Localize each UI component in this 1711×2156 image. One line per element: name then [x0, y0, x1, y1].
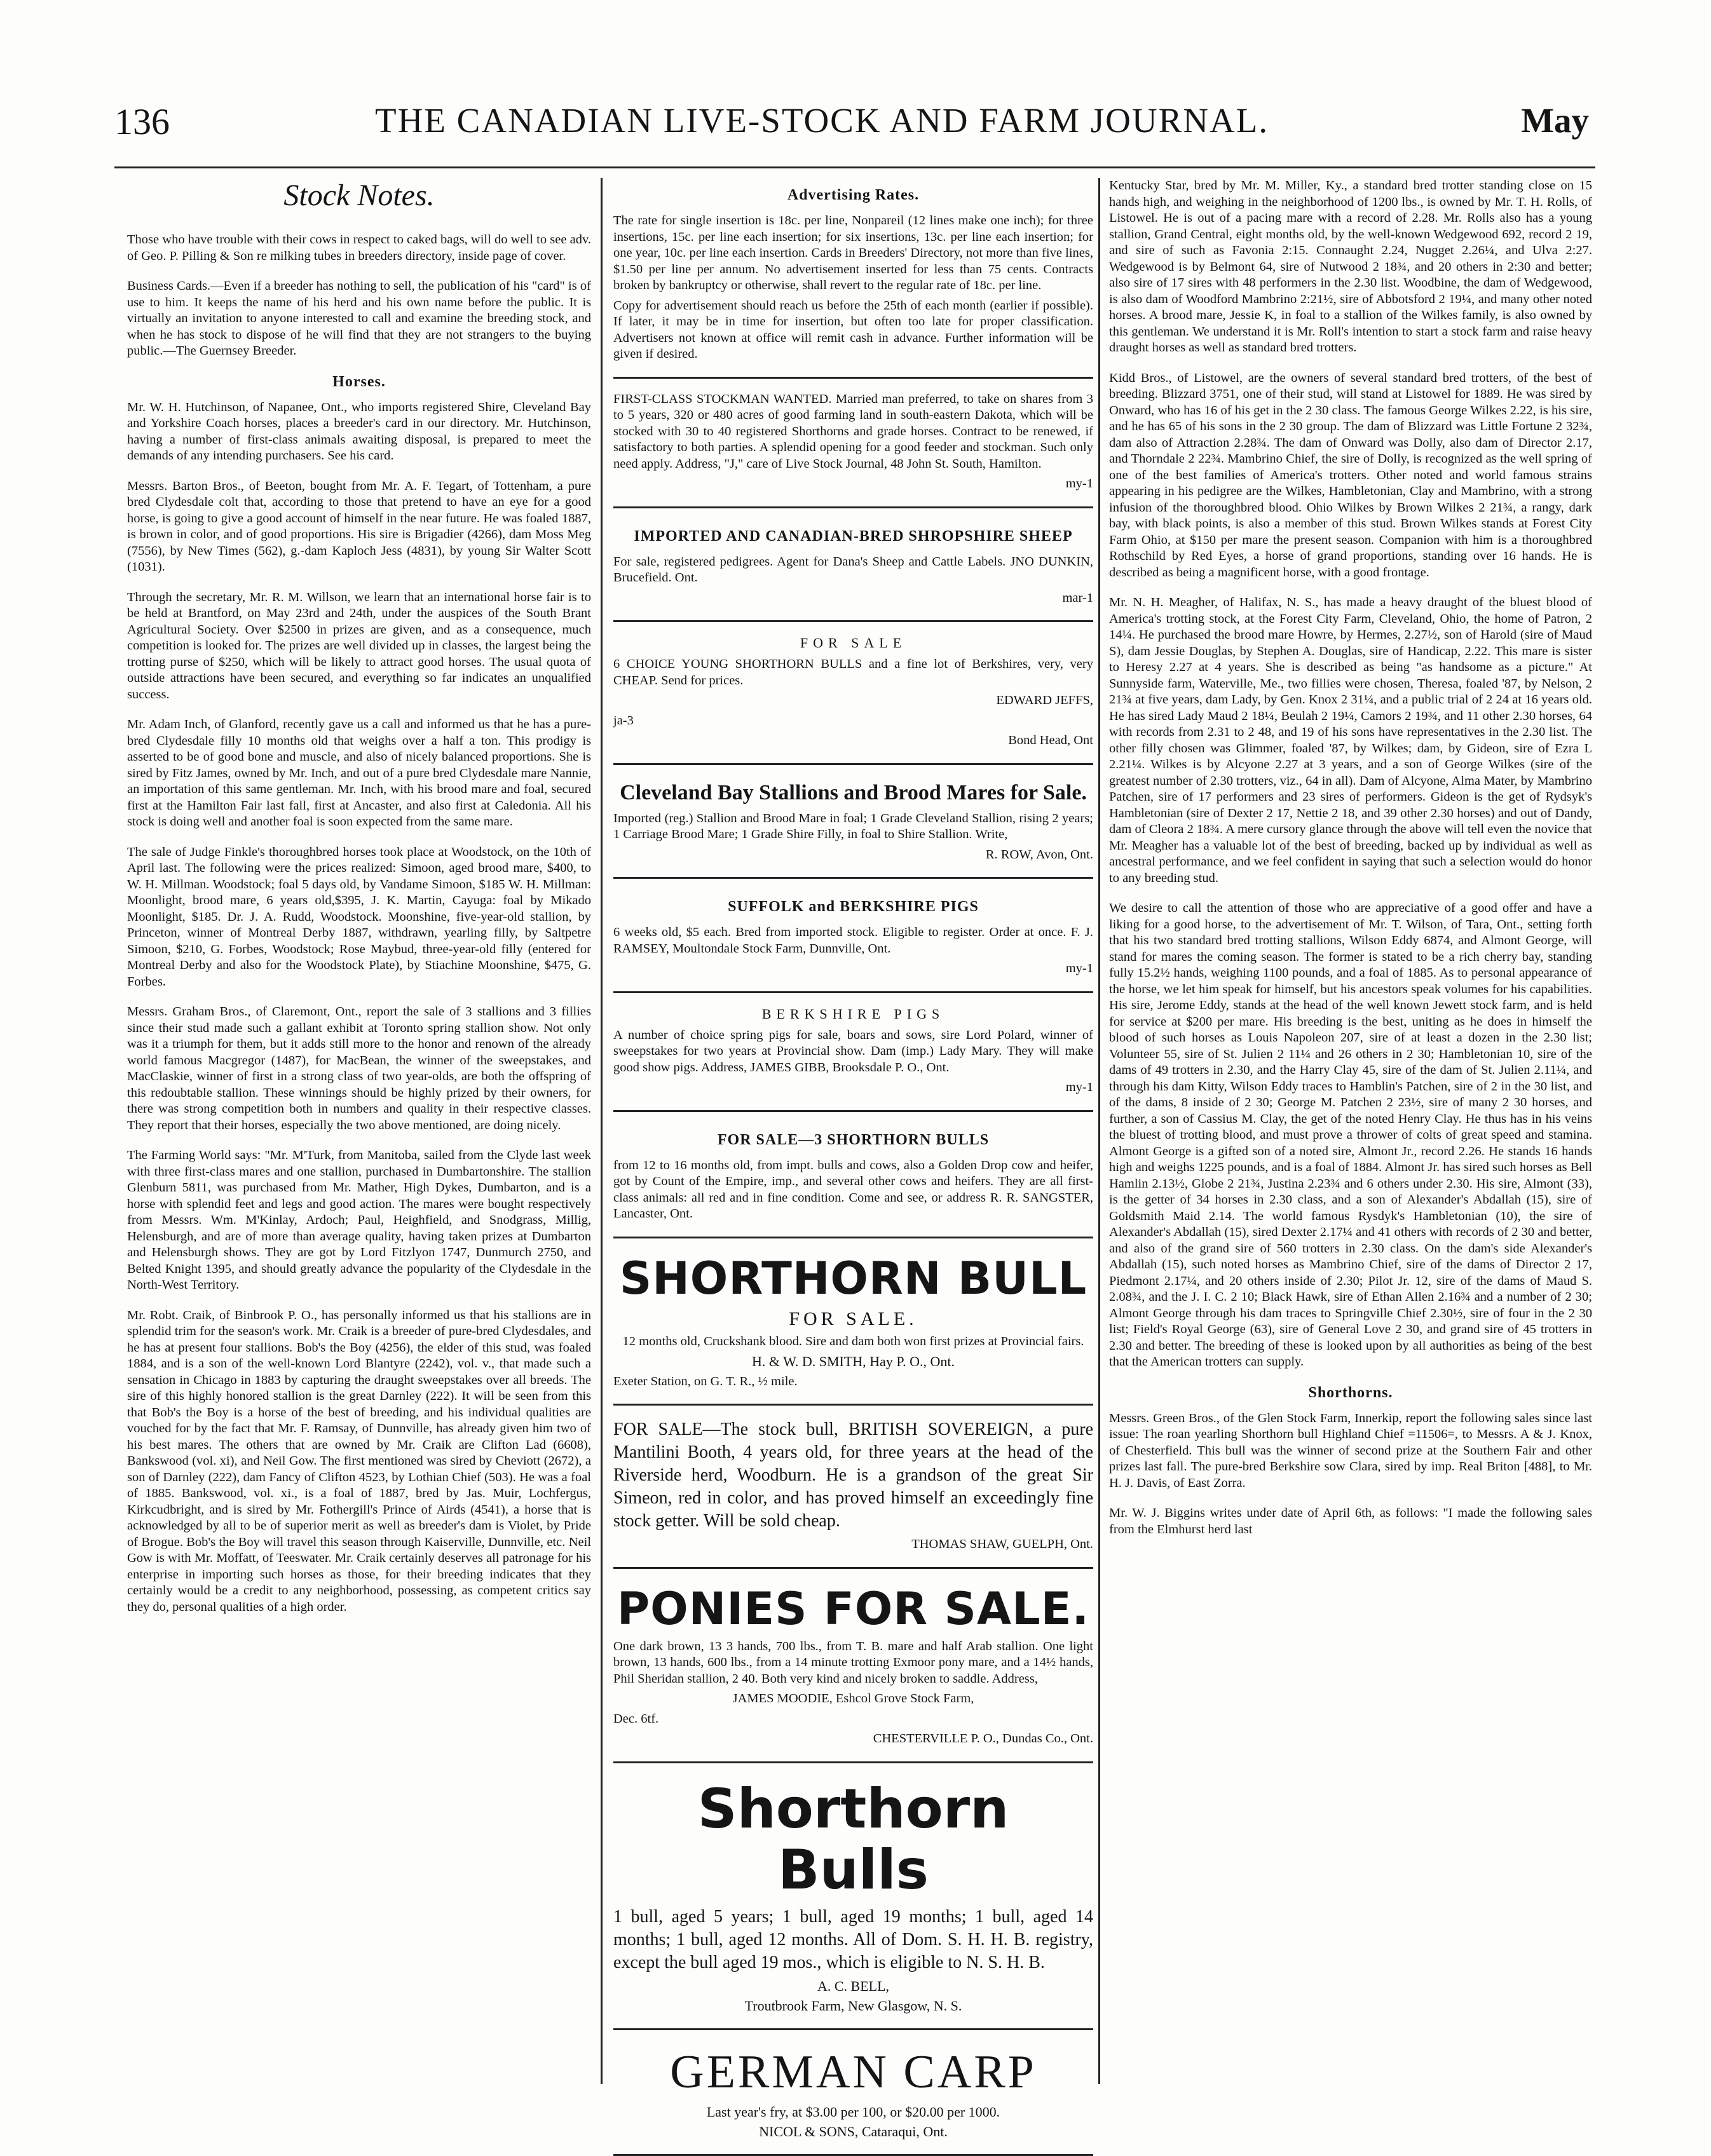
ad-text: Copy for advertisement should reach us before the 25th of each month (earlier if possible). If later, it may be in time for insertion, but often too late for proper classification. Advertisers not known at office will remit cash in advance. Further information will be given if desired. — [613, 298, 1093, 361]
section-heading: Advertising Rates. — [787, 187, 920, 203]
ad-code: mar-1 — [1062, 590, 1093, 605]
article-paragraph: Messrs. Graham Bros., of Claremont, Ont., report the sale of 3 stallions and 3 fillies since their stud made such a gallant exhibit at Toronto spring stallion show. Not only was it a triumph for them, but it adds still more to the honor and renown of the already world famous Macgregor (1487), for MacBean, the winner of the sweepstakes, and MacClaskie, winner of first in a strong class of two year-olds, are both the offspring of this redoubtable stallion. These winnings should be highly prized by their owners, for there was strong competition both in numbers and quality in their respective classes. They report that their horses, especially the two above mentioned, are doing nicely. — [127, 1005, 591, 1132]
section-heading: Horses. — [332, 373, 386, 390]
ad-station: Exeter Station, on G. T. R., ½ mile. — [613, 1374, 798, 1388]
article-paragraph: Messrs. Barton Bros., of Beeton, bought from Mr. A. F. Tegart, of Tottenham, a pure bred Clydesdale colt that, according to those that pretend to have an eye for a good horse, is going to give a good account of himself in the near future. He was foaled 1887, is brown in color, and of good proportions. His sire is Brigadier (4266), dam Moss Meg (7556), by New Times (562), g.-dam Kaploch Jess (4831), by young Sir Walter Scott (1031). — [127, 478, 591, 574]
article-paragraph: We desire to call the attention of those who are appreciative of a good offer and have a liking for a good horse, to the advertisement of Mr. T. Wilson, of Tara, Ont., setting forth that his two standard bred trotting stallions, Wilson Eddy 6874, and Almont George, will stand for mares the coming season. The former is stated to be a rich cherry bay, standing fully 15.2½ hands, weighing 1100 pounds, and a foal of 1885. As to personal appearance of the horse, we let him speak for himself, but his ancestors speak volumes for his capabilities. His sire, Jerome Eddy, stands at the head of the well known Jewett stock farm, and is held for service at $200 per mare. His breeding is the best, uniting as he does in himself the blood of such horses as Louis Napoleon 207, sire of at least a dozen in the 2.30 list; Volunteer 55, sire of St. Julien 2 11¼ and 26 others in 2 30; Hambletonian 10, sire of the dams of 49 trotters in 2.30, and the Harry Clay 45, sire of the dam of St. Julien 2.11¼, and through his dam Kitty, Wilson Eddy traces to Hamblin's Patchen, sire of 2 in the 30 list, and of the dams, 8 inside of 2 30; George M. Patchen 2 23½, sire of many 2 30 horses, and further, a son of Cassius M. Clay, the get of the noted Henry Clay. He thus has in his veins the bluest of trotting blood, and must prove a thrower of colts of great speed and stamina. Almont George is a gifted son of a noted sire, Almont Jr., record 2.26. He stands 16 hands high and weighs 1225 pounds, and is a foal of 1884. Almont Jr. has sired such horses as Bell Hamlin 2.13½, Globe 2 21¾, Justina 2.23¾ and 6 others under 2.30. His sire, Almont (33), is the getter of 34 horses in 2.30 class, and a son of Alexander's Abdallah (15), sire of Goldsmith Maid 2.14. The world famous Rysdyk's Hambletonian (10), the sire of Alexander's Abdallah (15), sired Dexter 2.17¼ and 41 others with records of 2 30 and better, and also of the grand sire of 560 trotters in 2.30 class. On the dam's side Alexander's Abdallah (15), such noted horses as Mambrino Chief, sire of the dams of Director 2 17, Piedmont 2.17¼, and 20 others inside of 2.30; Pilot Jr. 12, sire of the dams of Maud S. 2.08¾, and the J. I. C. 2 10; Black Hawk, sire of Ethan Allen 2.16¾ and a number of 2 30; Almont George through his dam traces to Springville Chief 2.30½, sire of four in the 2 30 list; Field's Royal George (63), sire of General Love 2 30, and grand sire of 45 trotters in 2.30 and better. The breeding of these is looked upon by all authorities as being of the best that the American trotters can supply. — [1109, 901, 1592, 1369]
header-rule — [114, 166, 1595, 168]
advertisements-column — [613, 178, 1093, 2139]
trotters-column — [1109, 178, 1592, 2122]
ad-signature: NICOL & SONS, Cataraqui, Ont. — [759, 2124, 948, 2139]
article-paragraph: The sale of Judge Finkle's thoroughbred horses took place at Woodstock, on the 10th of April last. The following were the prices realized: Simoon, aged brood mare, $400, to W. H. Millman. Woodstock; foal 5 days old, by Vandame Simoon, $185 W. H. Millman: Moonlight, brood mare, 6 years old,$395, J. K. Martin, Cayuga: foal by Mikado Moonlight, $185. Dr. J. A. Rudd, Woodstock. Moonshine, five-year-old stallion, by Princeton, winner of Montreal Derby 1887, withdrawn, yearling filly, by Saltpetre Simoon, $210, G. Forbes, Woodstock; Rose Maybud, three-year-old filly (entered for Montreal Derby and also for the Woodstock Plate), by Stiachine Moonshine, $475, G. Forbes. — [127, 844, 591, 989]
ad-shropshire-sheep — [613, 516, 1093, 623]
ad-signature: JAMES MOODIE, Eshcol Grove Stock Farm, — [732, 1692, 974, 1705]
advertising-rates — [613, 178, 1093, 379]
ad-code: Dec. 6tf. — [613, 1711, 659, 1726]
ad-text: from 12 to 16 months old, from impt. bulls and cows, also a Golden Drop cow and heifer, got by Count of the Empire, imp., and several other cows and heifers. They are all first-class animals: all red and in fine condition. Come and see, or address R. R. SANGSTER, Lancaster, Ont. — [613, 1158, 1093, 1221]
ad-heading: FOR SALE—3 SHORTHORN BULLS — [717, 1131, 990, 1148]
ad-place: CHESTERVILLE P. O., Dundas Co., Ont. — [873, 1732, 1093, 1746]
ad-text: 12 months old, Cruckshank blood. Sire and dam both won first prizes at Provincial fairs. — [622, 1334, 1084, 1348]
article-paragraph: Through the secretary, Mr. R. M. Willson, we learn that an international horse fair is to be held at Brantford, on May 23rd and 24th, under the auspices of the South Brant Agricultural Society. Over $2500 in prizes are given, and as a consequence, much competition is looked for. The prizes are well divided up in classes, the largest being the trotting purse of $250, which will be likely to attract good horses. The usual quota of outside attractions have been secured, and everything so far indicates an unqualified success. — [127, 590, 591, 702]
ad-text: 6 CHOICE YOUNG SHORTHORN BULLS and a fine lot of Berkshires, very, very CHEAP. Send for prices. — [613, 657, 1093, 688]
article-paragraph: Mr. W. H. Hutchinson, of Napanee, Ont., who imports registered Shire, Cleveland Bay and Yorkshire Coach horses, places a breeder's card in our directory. Mr. Hutchinson, having a number of first-class animals awaiting disposal, is prepared to meet the demands of any intending purchasers. See his card. — [127, 400, 591, 463]
ad-place: Bond Head, Ont — [1008, 733, 1093, 747]
ad-text: 6 weeks old, $5 each. Bred from imported stock. Eligible to register. Order at once. F. J. RAMSEY, Moultondale Stock Farm, Dunnville, Ont. — [613, 925, 1093, 956]
ad-text: One dark brown, 13 3 hands, 700 lbs., from T. B. mare and half Arab stallion. One light brown, 13 hands, 600 lbs., from a 14 minute trotting Exmoor pony mare, and a 14½ hands, Phil Sheridan stallion, 2 40. Both very kind and nicely broken to saddle. Address, — [613, 1639, 1093, 1686]
article-paragraph: Mr. W. J. Biggins writes under date of April 6th, as follows: "I made the following sales from the Elmhurst herd last — [1109, 1506, 1592, 1536]
ad-heading: Shorthorn Bulls — [697, 1777, 1009, 1902]
article-paragraph: Those who have trouble with their cows in respect to caked bags, will do well to see adv. of Geo. P. Pilling & Son re milking tubes in breeders directory, inside page of cover. — [127, 233, 591, 263]
column-divider — [601, 178, 603, 2084]
ad-three-shorthorn-bulls — [613, 1120, 1093, 1238]
ad-signature: H. & W. D. SMITH, Hay P. O., Ont. — [751, 1353, 955, 1369]
ad-code: my-1 — [1065, 477, 1093, 491]
ad-signature: A. C. BELL, — [817, 1977, 890, 1994]
ad-ponies — [613, 1576, 1093, 1763]
section-heading: Shorthorns. — [1308, 1384, 1393, 1401]
ad-heading: PONIES FOR SALE. — [617, 1582, 1090, 1635]
column-divider — [1098, 178, 1100, 2084]
ad-heading: IMPORTED AND CANADIAN-BRED SHROPSHIRE SHEEP — [634, 527, 1073, 545]
ad-subheading: FOR SALE. — [789, 1308, 918, 1329]
ad-heading: SUFFOLK and BERKSHIRE PIGS — [728, 898, 979, 915]
ad-signature: EDWARD JEFFS, — [996, 693, 1093, 707]
article-paragraph: Kentucky Star, bred by Mr. M. Miller, Ky., a standard bred trotter standing close on 15 hands high, and weighing in the neighborhood of 1200 lbs., is owned by Mr. T. H. Rolls, of Listowel. He is out of a pacing mare with a record of 2.28. Mr. Rolls also has a young stallion, Grand Central, eight months old, by the well-known Wedgewood 692, record 2 19, and sire of such as Favonia 2:15. Connaught 2.24, Nugget 2.26¼, and Ulva 2:27. Wedgewood is by Belmont 64, sire of Nutwood 2 18¾, and 20 others in 2:30 and better; also sire of 17 sires with 48 performers in the 2.30 list. Woodbine, the dam of Wedgewood, is also dam of Woodford Mambrino 2:21½, sire of Abbotsford 2 19¼, and many other noted horses. A brood mare, Jessie K, in foal to a stallion of the Wilkes family, is also owned by this gentleman. We understand it is Mr. Roll's intention to start a stock farm and raise heavy draught horses as well as standard bred trotters. — [1109, 179, 1592, 355]
page-header — [114, 95, 1589, 153]
ad-heading: GERMAN CARP — [670, 2045, 1037, 2098]
ad-text: Last year's fry, at $3.00 per 100, or $20.00 per 1000. — [706, 2103, 1000, 2120]
ad-text: 1 bull, aged 5 years; 1 bull, aged 19 months; 1 bull, aged 14 months; 1 bull, aged 12 months. All of Dom. S. H. H. B. registry, except the bull aged 19 mos., which is eligible to N. S. H. B. — [613, 1906, 1093, 1972]
ad-signature: THOMAS SHAW, GUELPH, Ont. — [911, 1537, 1093, 1551]
ad-german-carp — [613, 2038, 1093, 2156]
ad-stockman-wanted — [613, 386, 1093, 508]
article-paragraph: Mr. Adam Inch, of Glanford, recently gave us a call and informed us that he has a pure-bred Clydesdale filly 10 months old that weighs over a half a ton. This prodigy is asserted to be of good bone and muscle, and also of nicely balanced proportions. She is sired by Fitz James, owned by Mr. Inch, and out of a pure bred Clydesdale mare Nannie, an importation of this same gentleman. Mr. Inch, with his brood mare and foal, secured first at the Hamilton Fair last fall, first at Ancaster, and also first at Caledonia. All his stock is doing well and another foal is soon expected from the same mare. — [127, 717, 591, 829]
ad-heading: FOR SALE — [800, 635, 907, 651]
article-paragraph: Mr. N. H. Meagher, of Halifax, N. S., has made a heavy draught of the bluest blood of America's trotting stock, at the Forest City Farm, Cleveland, Ohio, the home of Patron, 2 14¼. He purchased the brood mare Howre, by Hermes, 2.27½, son of Harold (sire of Maud S), dam Jessie Douglas, by Stephen A. Douglas, sire of Handicap, 2.22. This mare is sister to Heresy 2.27 at 4 years. She is described as being "as handsome as a picture." At Sunnyside farm, Waterville, Me., two fillies were chosen, Theresa, foaled '87, by Nelson, 2 21¾ at five years, dam Lady, by Gen. Knox 2 31¼, and a public trial of 2 24 at 16 years old. He has sired Lady Maud 2 18¼, Beulah 2 19¼, Camors 2 19¾, and 11 other 2.30 horses, 64 with records from 2.31 to 2 48, and 19 of his sons have representatives in the 2.30 list. The other filly chosen was Glimmer, foaled '87, by Wilkes; dam, by Gideon, sire of Ezra L 2.21¼. Wilkes is by Alcyone 2.27 at 3 years, and a son of George Wilkes (sire of the greatest number of 2.30 trotters, viz., 64 in all). Dam of Alcyone, Alma Mater, by Mambrino Patchen, sire of 17 performers and 23 sires of performers. Gideon is the get of Rydsyk's Hambletonian (sire of Dexter 2 17, Nettie 2 18, and 39 other 2.30 horses) and out of Dandy, dam of Cleora 2 18¾. A mere cursory glance through the above will tell even the novice that Mr. Meagher has a valuable lot of the best of breeding, backed up by individual as well as ancestral performance, and we feel confident in saying that such a selection would do honor to any breeding stud. — [1109, 595, 1592, 885]
page-number: 136 — [114, 101, 170, 142]
ad-code: my-1 — [1065, 1080, 1093, 1094]
ad-signature: R. ROW, Avon, Ont. — [985, 847, 1093, 862]
article-paragraph: Business Cards.—Even if a breeder has nothing to sell, the publication of his "card" is of use to him. It keeps the name of his herd and his own name before the public. It is virtually an invitation to anyone interested to call and examine the breeding stock, and when he has stock to dispose of he will find that they are not strangers to the buying public.—The Guernsey Breeder. — [127, 279, 591, 358]
ad-place: Troutbrook Farm, New Glasgow, N. S. — [744, 1998, 962, 2014]
ad-code: my-1 — [1065, 961, 1093, 975]
ad-heading: SHORTHORN BULL — [619, 1252, 1087, 1305]
ad-shorthorn-bull — [613, 1246, 1093, 1406]
ad-text: FOR SALE—The stock bull, BRITISH SOVEREIGN, a pure Mantilini Booth, 4 years old, for three years at the head of the Riverside herd, Woodburn. He is a grandson of the great Sir Simeon, red in color, and has proved himself an exceedingly fine stock getter. Will be sold cheap. — [613, 1420, 1093, 1531]
ad-text: For sale, registered pedigrees. Agent for Dana's Sheep and Cattle Labels. JNO DUNKIN, Brucefield. Ont. — [613, 554, 1093, 585]
stock-notes-column — [127, 178, 591, 2071]
article-paragraph: Kidd Bros., of Listowel, are the owners of several standard bred trotters, of the best of breeding. Blizzard 3751, one of their stud, will stand at Listowel for 1889. He was sired by Onward, who has 16 of his get in the 2 30 class. The famous George Wilkes 2.22, is his sire, and he has 65 of his sons in the 2 30 group. The dam of Blizzard was Little Fortune 2 32¾, dam also of Attraction 2.28¾. The dam of Onward was Dolly, also dam of Director 2.17, and Thorndale 2 22¾. Mambrino Chief, the sire of Dolly, is recognized as the well spring of one of the best families of America's trotters. Other noted and world famous strains appearing in his pedigree are the Wilkes, Hambletonian, Clay and Mambrino, with a strong infusion of the thoroughbred blood. Ohio Wilkes by Brown Wilkes 2 21¾, a rangy, dark bay, with black points, is also a member of this stud. Brown Wilkes stands at Forest City Farm Ohio, at $150 per mare the present season. Companion with him is a thoroughbred Rothschild by Red Eyes, a horse of grand proportions, standing over 16 hands. He is described as being a magnificent horse, with a good frontage. — [1109, 370, 1592, 580]
article-paragraph: The Farming World says: "Mr. M'Turk, from Manitoba, sailed from the Clyde last week with three first-class mares and one stallion, purchased in Dumbartonshire. The stallion Glenburn 5811, was purchased from Mr. Mather, High Dykes, Dumbarton, and is a horse with splendid feet and legs and good action. The mares were bought respectively from Messrs. Wm. M'Kinlay, Ardoch; Paul, Heighfield, and Snodgrass, Millig, Helensburgh, and are of more than average quality, having taken prizes at Dumbarton and Helensburgh shows. They are got by Lord Fitzlyon 1747, Dunmurch 2750, and Belted Knight 1395, and should greatly advance the popularity of the Clydesdale in the North-West Territory. — [127, 1148, 591, 1292]
ad-suffolk-pigs — [613, 886, 1093, 993]
ad-heading: Cleveland Bay Stallions and Brood Mares for Sale. — [620, 780, 1087, 804]
ad-heading: BERKSHIRE PIGS — [761, 1005, 945, 1022]
ad-text: FIRST-CLASS STOCKMAN WANTED. Married man preferred, to take on shares from 3 to 5 years, 320 or 480 acres of good farming land in south-eastern Dakota, which will be stocked with 30 to 40 registered Shorthorns and grade horses. Contract to be renewed, if satisfactory to both parties. A splendid opening for a good feeder and stockman. Such only need apply. Address, "J," care of Live Stock Journal, 48 John St. South, Hamilton. — [613, 391, 1093, 471]
ad-code: ja-3 — [613, 713, 634, 728]
ad-british-sovereign — [613, 1413, 1093, 1569]
ad-text: A number of choice spring pigs for sale, boars and sows, sire Lord Polard, winner of sweepstakes for two years at Provincial show. Dam (imp.) Lady Mary. They will make good show pigs. Address, JAMES GIBB, Brooksdale P. O., Ont. — [613, 1027, 1093, 1075]
article-paragraph: Messrs. Green Bros., of the Glen Stock Farm, Innerkip, report the following sales since last issue: The roan yearling Shorthorn bull Highland Chief =11506=, to Messrs. A & J. Knox, of Chesterfield. This bull was the winner of second prize at the Southern Fair and other prizes last fall. The pure-bred Berkshire sow Clara, sired by imp. Real Briton [488], to Mr. H. J. Davis, of East Zorra. — [1109, 1411, 1592, 1490]
ad-cleveland-bay — [613, 773, 1093, 879]
ad-text: The rate for single insertion is 18c. per line, Nonpareil (12 lines make one inch); for three insertions, 15c. per line each insertion; for six insertions, 13c. per line each insertion; for one year, 10c. per line each insertion. Cards in Breeders' Directory, not more than five lines, $1.50 per line per annum. No advertisement inserted for less than 75 cents. Contracts broken by bankruptcy or otherwise, shall revert to the regular rate of 18c. per line. — [613, 214, 1093, 292]
section-title: Stock Notes. — [283, 179, 435, 212]
issue-month: May — [1521, 101, 1589, 140]
ad-young-shorthorns — [613, 630, 1093, 765]
ad-shorthorn-bulls — [613, 1771, 1093, 2030]
ad-text: Imported (reg.) Stallion and Brood Mare in foal; 1 Grade Cleveland Stallion, rising 2 years; 1 Carriage Brood Mare; 1 Grade Shire Filly, in foal to Shire Stallion. Write, — [613, 811, 1093, 841]
journal-title: THE CANADIAN LIVE-STOCK AND FARM JOURNAL. — [375, 101, 1269, 140]
ad-berkshire-pigs — [613, 1001, 1093, 1112]
article-paragraph: Mr. Robt. Craik, of Binbrook P. O., has personally informed us that his stallions are in splendid trim for the season's work. Mr. Craik is a breeder of pure-bred Clydesdales, and he has at present four stallions. Bob's the Boy (4256), the elder of this stud, was foaled 1884, and is a son of the well-known Lord Blantyre (2242), vol. v., that made such a sensation in Chicago in 1883 by capturing the draught sweepstakes over all breeds. The sire of this highly honored stallion is the great Darnley (222). It will be seen from this that Bob's the Boy is a horse of the best of breeding, and his individual qualities are vouched for by the fact that Mr. F. Ramsay, of Dunnville, has already given him two of his best mares. The others that are owned by Mr. Craik are Clifton Lad (6608), Bankswood (vol. xi), and Neil Gow. The first mentioned was sired by Cheviott (2672), a son of Darnley (222), dam Fancy of Clifton 4523, by Lothian Chief (503). He was a foal of 1885. Bankswood, vol. xi., is a foal of 1887, bred by Jas. Muir, Lochfergus, Kirkcudbright, and is sired by Mr. Fothergill's Prince of Airds (4541), a horse that is acknowledged by all to be of superior merit as well as breeder's dam is Violet, by Pride of Brogue. Bob's the Boy will travel this season through Kaiserville, Dunnville, etc. Neil Gow is with Mr. Moffatt, of Teeswater. Mr. Craik certainly deserves all patronage for his enterprise in importing such horses as those, for their breeding indicates that they certainly would be a credit to any neighborhood, possessing, as competent critics say they do, personal qualities of a high order. — [127, 1308, 591, 1614]
